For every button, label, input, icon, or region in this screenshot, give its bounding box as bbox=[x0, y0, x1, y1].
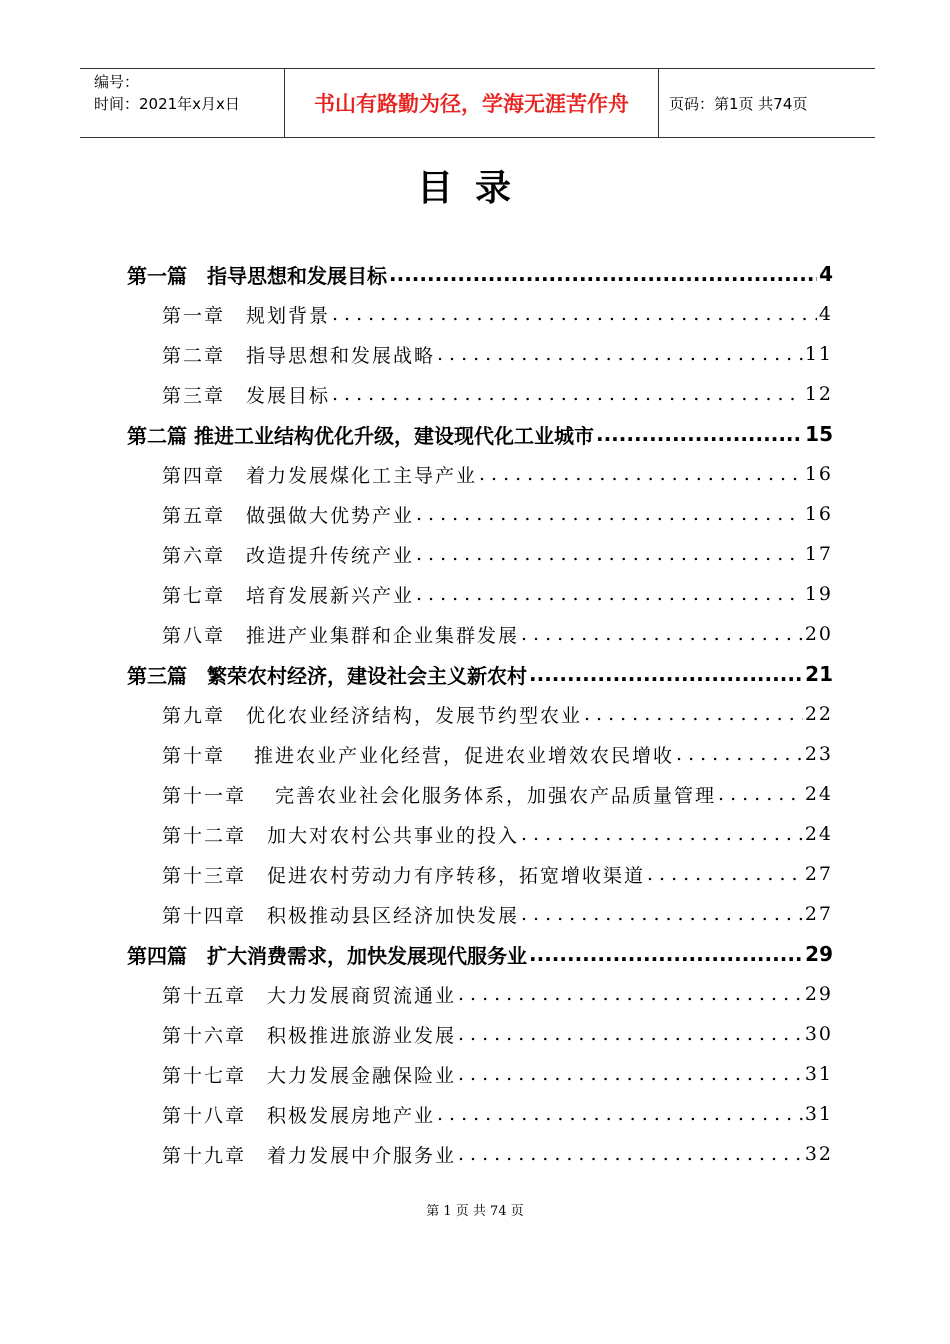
toc-leader-dots bbox=[521, 825, 803, 844]
toc-entry-label: 第一章 规划背景 bbox=[162, 304, 331, 327]
header-meta bbox=[80, 69, 285, 137]
toc-entry-page: 27 bbox=[804, 903, 833, 925]
toc-chapter-entry[interactable] bbox=[127, 534, 833, 574]
toc-leader-dots bbox=[718, 785, 803, 804]
toc-chapter-entry[interactable] bbox=[127, 894, 833, 934]
toc-leader-dots bbox=[479, 465, 803, 484]
header-motto: 书山有路勤为径，学海无涯苦作舟 bbox=[285, 69, 659, 137]
toc-chapter-entry[interactable] bbox=[127, 1094, 833, 1134]
toc-entry-page: 21 bbox=[805, 662, 833, 686]
toc-leader-dots bbox=[437, 1105, 803, 1124]
toc-entry-label: 第十八章 积极发展房地产业 bbox=[162, 1104, 436, 1127]
toc-chapter-entry[interactable] bbox=[127, 614, 833, 654]
toc-entry-label: 第十三章 促进农村劳动力有序转移，拓宽增收渠道 bbox=[162, 864, 646, 887]
toc-chapter-entry[interactable] bbox=[127, 494, 833, 534]
toc-chapter-entry[interactable] bbox=[127, 1134, 833, 1174]
toc-leader-dots bbox=[389, 264, 817, 284]
toc-entry-label: 第四篇 扩大消费需求，加快发展现代服务业 bbox=[127, 943, 527, 968]
toc-entry-page: 30 bbox=[804, 1023, 833, 1045]
toc-chapter-entry[interactable] bbox=[127, 294, 833, 334]
toc-leader-dots bbox=[521, 625, 803, 644]
toc-entry-page: 24 bbox=[804, 783, 833, 805]
toc-entry-page: 32 bbox=[804, 1143, 833, 1165]
toc-entry-page: 15 bbox=[805, 422, 833, 446]
toc-leader-dots bbox=[458, 1145, 803, 1164]
toc-entry-label: 第二篇 推进工业结构优化升级，建设现代化工业城市 bbox=[127, 423, 594, 448]
toc-leader-dots bbox=[458, 1065, 803, 1084]
toc-leader-dots bbox=[529, 944, 803, 964]
toc-entry-label: 第十二章 加大对农村公共事业的投入 bbox=[162, 824, 520, 847]
toc-entry-label: 第三篇 繁荣农村经济，建设社会主义新农村 bbox=[127, 663, 527, 688]
toc-leader-dots bbox=[647, 865, 803, 884]
toc-entry-label: 第十四章 积极推动县区经济加快发展 bbox=[162, 904, 520, 927]
toc-leader-dots bbox=[458, 985, 803, 1004]
page-header bbox=[80, 68, 875, 138]
toc-entry-page: 31 bbox=[804, 1103, 833, 1125]
toc-entry-label: 第三章 发展目标 bbox=[162, 384, 331, 407]
toc-entry-page: 27 bbox=[804, 863, 833, 885]
toc-entry-page: 22 bbox=[804, 703, 833, 725]
toc-entry-label: 第四章 着力发展煤化工主导产业 bbox=[162, 464, 478, 487]
toc-entry-page: 16 bbox=[804, 463, 833, 485]
toc-leader-dots bbox=[416, 505, 803, 524]
toc-chapter-entry[interactable] bbox=[127, 734, 833, 774]
toc-leader-dots bbox=[416, 585, 803, 604]
toc-entry-page: 11 bbox=[804, 343, 833, 365]
toc-entry-label: 第十五章 大力发展商贸流通业 bbox=[162, 984, 457, 1007]
toc-chapter-entry[interactable] bbox=[127, 1054, 833, 1094]
header-page-info: 页码：第1页 共74页 bbox=[669, 94, 808, 113]
toc-leader-dots bbox=[332, 305, 817, 324]
toc-entry-page: 20 bbox=[804, 623, 833, 645]
toc-entry-page: 12 bbox=[804, 383, 833, 405]
toc-leader-dots bbox=[332, 385, 803, 404]
toc-entry-label: 第一篇 指导思想和发展目标 bbox=[127, 263, 387, 288]
toc-leader-dots bbox=[416, 545, 803, 564]
toc-entry-label: 第十九章 着力发展中介服务业 bbox=[162, 1144, 457, 1167]
toc-entry-label: 第十六章 积极推进旅游业发展 bbox=[162, 1024, 457, 1047]
toc-chapter-entry[interactable] bbox=[127, 854, 833, 894]
toc-entry-label: 第七章 培育发展新兴产业 bbox=[162, 584, 415, 607]
toc-entry-label: 第九章 优化农业经济结构，发展节约型农业 bbox=[162, 704, 583, 727]
toc-chapter-entry[interactable] bbox=[127, 334, 833, 374]
toc-leader-dots bbox=[458, 1025, 803, 1044]
toc-chapter-entry[interactable] bbox=[127, 574, 833, 614]
toc-chapter-entry[interactable] bbox=[127, 374, 833, 414]
toc-leader-dots bbox=[521, 905, 803, 924]
toc-chapter-entry[interactable] bbox=[127, 814, 833, 854]
toc-part-entry[interactable] bbox=[127, 654, 833, 694]
toc-entry-page: 19 bbox=[804, 583, 833, 605]
table-of-contents bbox=[127, 254, 833, 1174]
toc-entry-label: 第十章 推进农业产业化经营，促进农业增效农民增收 bbox=[162, 744, 675, 767]
toc-chapter-entry[interactable] bbox=[127, 454, 833, 494]
toc-leader-dots bbox=[529, 664, 803, 684]
toc-entry-page: 4 bbox=[819, 262, 833, 286]
toc-part-entry[interactable] bbox=[127, 414, 833, 454]
toc-leader-dots bbox=[596, 424, 803, 444]
toc-entry-page: 23 bbox=[804, 743, 833, 765]
toc-leader-dots bbox=[437, 345, 803, 364]
toc-entry-label: 第十七章 大力发展金融保险业 bbox=[162, 1064, 457, 1087]
toc-entry-label: 第八章 推进产业集群和企业集群发展 bbox=[162, 624, 520, 647]
toc-entry-page: 4 bbox=[818, 303, 833, 325]
toc-part-entry[interactable] bbox=[127, 934, 833, 974]
toc-entry-label: 第六章 改造提升传统产业 bbox=[162, 544, 415, 567]
toc-entry-page: 29 bbox=[805, 942, 833, 966]
toc-leader-dots bbox=[584, 705, 803, 724]
toc-chapter-entry[interactable] bbox=[127, 774, 833, 814]
number-label: 编号： bbox=[94, 73, 140, 91]
toc-entry-label: 第二章 指导思想和发展战略 bbox=[162, 344, 436, 367]
toc-entry-page: 31 bbox=[804, 1063, 833, 1085]
toc-chapter-entry[interactable] bbox=[127, 1014, 833, 1054]
toc-entry-page: 17 bbox=[804, 543, 833, 565]
toc-entry-page: 16 bbox=[804, 503, 833, 525]
toc-part-entry[interactable] bbox=[127, 254, 833, 294]
page-title: 目录 bbox=[416, 167, 533, 209]
toc-entry-page: 24 bbox=[804, 823, 833, 845]
toc-chapter-entry[interactable] bbox=[127, 974, 833, 1014]
toc-leader-dots bbox=[676, 745, 803, 764]
toc-entry-page: 29 bbox=[804, 983, 833, 1005]
page-footer: 第 1 页 共 74 页 bbox=[426, 1204, 524, 1219]
toc-chapter-entry[interactable] bbox=[127, 694, 833, 734]
date-label: 时间：2021年x月x日 bbox=[94, 95, 240, 113]
toc-entry-label: 第五章 做强做大优势产业 bbox=[162, 504, 415, 527]
toc-entry-label: 第十一章 完善农业社会化服务体系，加强农产品质量管理 bbox=[162, 784, 717, 807]
